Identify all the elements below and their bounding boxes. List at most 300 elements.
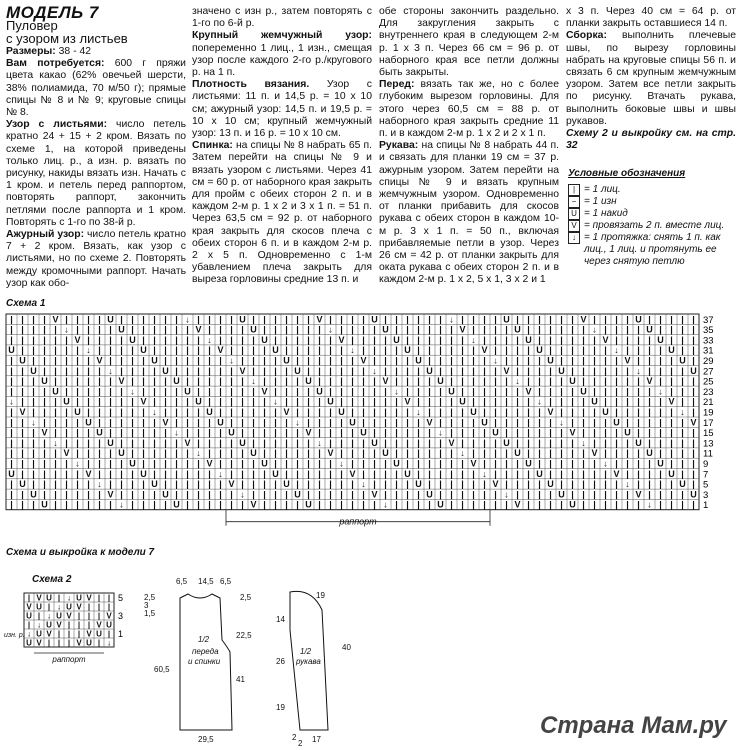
stitch-symbol: U — [66, 602, 72, 612]
stitch-symbol: | — [483, 355, 486, 366]
stitch-symbol: | — [604, 365, 607, 376]
stitch-symbol: | — [175, 437, 178, 448]
stitch-symbol: | — [219, 365, 222, 376]
sleeve-dim-left-3: 19 — [276, 703, 285, 712]
stitch-symbol: U — [338, 407, 345, 417]
stitch-symbol: | — [109, 345, 112, 356]
stitch-symbol: | — [164, 499, 167, 510]
paragraph-heading: Крупный жемчужный узор: — [192, 30, 372, 42]
stitch-symbol: | — [516, 468, 519, 479]
stitch-symbol: | — [461, 376, 464, 387]
stitch-symbol: V — [525, 386, 532, 397]
stitch-symbol: | — [219, 324, 222, 335]
stitch-symbol: U — [26, 611, 32, 621]
stitch-symbol: | — [153, 437, 156, 448]
stitch-symbol: | — [560, 448, 563, 459]
stitch-symbol: | — [659, 396, 662, 407]
stitch-symbol: | — [494, 345, 497, 356]
stitch-symbol: | — [516, 437, 519, 448]
stitch-symbol: | — [219, 355, 222, 366]
stitch-symbol: | — [230, 396, 233, 407]
stitch-symbol: | — [67, 620, 71, 630]
stitch-symbol: | — [65, 386, 68, 397]
stitch-symbol: ↓ — [559, 417, 564, 428]
stitch-symbol: V — [36, 593, 42, 603]
stitch-symbol: | — [593, 489, 596, 500]
stitch-symbol: | — [472, 396, 475, 407]
stitch-symbol: | — [450, 448, 453, 459]
stitch-symbol: | — [516, 417, 519, 428]
stitch-symbol: | — [109, 386, 112, 397]
stitch-symbol: ↓ — [581, 437, 586, 448]
stitch-symbol: | — [285, 334, 288, 345]
stitch-symbol: | — [362, 334, 365, 345]
stitch-symbol: | — [571, 334, 574, 345]
stitch-symbol: U — [547, 355, 554, 366]
stitch-symbol: | — [439, 365, 442, 376]
stitch-symbol: | — [384, 417, 387, 428]
stitch-symbol: | — [505, 458, 508, 469]
stitch-symbol: | — [494, 417, 497, 428]
stitch-symbol: | — [373, 407, 376, 417]
paragraph-text: число петель кратно 24 + 15 + 2 кром. Вязать по схеме 1, на которой приведены только лиц. р., а изн. р. вязать по рисунку, накиды вязать изн. Начать с 1 кром. и петель перед раппортом, повторять раппорт, закончить петлями после раппорта и 1 кром. Повторять с 1-го по 38-й р. — [6, 119, 186, 228]
stitch-symbol: | — [461, 355, 464, 366]
stitch-symbol: | — [670, 417, 673, 428]
stitch-symbol: | — [351, 396, 354, 407]
stitch-symbol: V — [360, 355, 367, 366]
stitch-symbol: | — [659, 314, 662, 325]
stitch-symbol: ↓ — [317, 437, 322, 448]
stitch-symbol: | — [120, 355, 123, 366]
stitch-symbol: | — [582, 499, 585, 510]
paragraph-text: х 3 п. Через 40 см = 64 р. от планки закрыть оставшиеся 14 п. — [566, 6, 736, 30]
stitch-symbol: | — [263, 468, 266, 479]
stitch-symbol: | — [252, 479, 255, 490]
stitch-symbol: | — [538, 334, 541, 345]
stitch-symbol: | — [318, 479, 321, 490]
stitch-symbol: | — [43, 334, 46, 345]
stitch-symbol: | — [670, 458, 673, 469]
sleeve-label-1: 1/2 — [300, 647, 312, 656]
paragraph-text: 600 г пряжи цвета какао (62% овечьей шерсти, 38% полиамида, 70 м/50 г); прямые спицы № 8 и № 9; круговые спицы № 8. — [6, 58, 186, 119]
stitch-symbol: V — [459, 324, 466, 335]
stitch-symbol: | — [428, 468, 431, 479]
stitch-symbol: | — [329, 376, 332, 387]
stitch-symbol: | — [593, 355, 596, 366]
stitch-symbol: ↓ — [185, 314, 190, 325]
stitch-symbol: U — [184, 386, 191, 397]
stitch-symbol: V — [503, 365, 510, 376]
stitch-symbol: | — [329, 345, 332, 356]
stitch-symbol: U — [272, 468, 279, 479]
stitch-symbol: | — [76, 479, 79, 490]
stitch-symbol: | — [461, 345, 464, 356]
stitch-symbol: | — [461, 365, 464, 376]
stitch-symbol: | — [450, 355, 453, 366]
stitch-symbol: | — [428, 396, 431, 407]
stitch-symbol: | — [417, 417, 420, 428]
stitch-symbol: | — [285, 458, 288, 469]
stitch-symbol: ↓ — [515, 376, 520, 387]
stitch-symbol: | — [505, 479, 508, 490]
stitch-symbol: | — [472, 314, 475, 325]
stitch-symbol: ↓ — [460, 448, 465, 459]
stitch-symbol: | — [54, 365, 57, 376]
stitch-symbol: | — [252, 386, 255, 397]
stitch-symbol: ↓ — [130, 386, 135, 397]
c3-paragraph — [379, 140, 559, 286]
stitch-symbol: V — [217, 345, 224, 356]
stitch-symbol: | — [65, 437, 68, 448]
stitch-symbol: V — [668, 396, 675, 407]
stitch-symbol: | — [98, 499, 101, 510]
stitch-symbol: U — [250, 448, 257, 459]
legend-item — [568, 220, 739, 232]
stitch-symbol: U — [514, 324, 521, 335]
stitch-symbol: | — [219, 314, 222, 325]
stitch-symbol: | — [373, 345, 376, 356]
stitch-symbol: | — [527, 314, 530, 325]
stitch-symbol: U — [106, 620, 112, 630]
stitch-symbol: | — [329, 489, 332, 500]
stitch-symbol: ↓ — [625, 479, 630, 490]
stitch-symbol: | — [175, 345, 178, 356]
stitch-symbol: | — [637, 407, 640, 417]
stitch-symbol: | — [560, 376, 563, 387]
stitch-symbol: | — [32, 345, 35, 356]
stitch-symbol: U — [558, 365, 565, 376]
stitch-symbol: | — [131, 324, 134, 335]
stitch-symbol: | — [494, 489, 497, 500]
legend-symbol-icon: − — [568, 196, 580, 208]
stitch-symbol: ↓ — [218, 468, 223, 479]
stitch-symbol: | — [571, 386, 574, 397]
stitch-symbol: | — [175, 314, 178, 325]
dim-left-1: 2,5 — [144, 593, 156, 602]
stitch-symbol: U — [19, 479, 26, 490]
stitch-symbol: | — [65, 365, 68, 376]
stitch-symbol: U — [481, 417, 488, 428]
stitch-symbol: | — [153, 499, 156, 510]
stitch-symbol: | — [417, 499, 420, 510]
stitch-symbol: | — [274, 324, 277, 335]
stitch-symbol: V — [26, 602, 32, 612]
stitch-symbol: U — [657, 334, 664, 345]
stitch-symbol: | — [175, 355, 178, 366]
stitch-symbol: | — [274, 334, 277, 345]
stitch-symbol: U — [635, 314, 642, 325]
stitch-symbol: | — [626, 386, 629, 397]
stitch-symbol: | — [87, 602, 91, 612]
stitch-symbol: U — [558, 489, 565, 500]
stitch-symbol: U — [679, 355, 686, 366]
stitch-symbol: | — [505, 396, 508, 407]
stitch-symbol: | — [461, 407, 464, 417]
stitch-symbol: | — [241, 334, 244, 345]
stitch-symbol: | — [670, 324, 673, 335]
stitch-symbol: ↓ — [207, 334, 212, 345]
stitch-symbol: | — [263, 499, 266, 510]
stitch-symbol: | — [32, 376, 35, 387]
stitch-symbol: | — [107, 629, 111, 639]
stitch-symbol: | — [681, 489, 684, 500]
paragraph-text: на спицы № 8 набрать 44 п. и связать для планки 19 см = 37 р. ажурным узором. Затем перейти на спицы № 9 и вязать крупным жемчужным узором. Одновременно от планки прибавить для скосов рукава с обеих сторон в каждом 10-м р. 3 х 1 п. = 50 п., включая прибавляемые петли в узор. Через 26 см = 42 р. от планки закрыть для оката рукава с обеих сторон 2 п. и в каждом 2-м р. 1 х 2, 5 х 1, 3 х 2 и 1 — [379, 140, 559, 286]
stitch-symbol: U — [569, 499, 576, 510]
stitch-symbol: | — [560, 458, 563, 469]
stitch-symbol: | — [549, 448, 552, 459]
stitch-symbol: | — [472, 386, 475, 397]
stitch-symbol: V — [118, 376, 125, 387]
stitch-symbol: | — [637, 345, 640, 356]
stitch-symbol: | — [296, 314, 299, 325]
paragraph-text: обе стороны закончить раздельно. Для закругления закрыть с внутреннего края в следующем 2-м р. 1 х 3 п. Через 66 см = 96 р. от наборного края все петли должны быть закрыты. — [379, 6, 559, 79]
stitch-symbol: U — [305, 376, 312, 387]
stitch-symbol: U — [569, 376, 576, 387]
stitch-symbol: | — [593, 479, 596, 490]
stitch-symbol: | — [67, 629, 71, 639]
stitch-symbol: | — [43, 448, 46, 459]
stitch-symbol: U — [118, 324, 125, 335]
stitch-symbol: U — [206, 407, 213, 417]
stitch-symbol: | — [670, 499, 673, 510]
stitch-symbol: | — [285, 345, 288, 356]
stitch-symbol: U — [657, 458, 664, 469]
stitch-symbol: | — [494, 314, 497, 325]
stitch-symbol: | — [637, 417, 640, 428]
stitch-symbol: | — [494, 407, 497, 417]
stitch-symbol: | — [505, 386, 508, 397]
stitch-symbol: V — [106, 611, 112, 621]
stitch-symbol: | — [208, 365, 211, 376]
stitch-symbol: | — [87, 396, 90, 407]
stitch-symbol: | — [637, 458, 640, 469]
stitch-symbol: V — [184, 437, 191, 448]
stitch-symbol: | — [274, 458, 277, 469]
stitch-symbol: U — [107, 314, 114, 325]
stitch-symbol: | — [527, 355, 530, 366]
stitch-symbol: | — [274, 376, 277, 387]
stitch-symbol: | — [494, 324, 497, 335]
stitch-symbol: | — [197, 407, 200, 417]
stitch-symbol: | — [142, 427, 145, 438]
stitch-symbol: | — [65, 468, 68, 479]
stitch-symbol: | — [439, 355, 442, 366]
stitch-symbol: | — [175, 489, 178, 500]
stitch-symbol: | — [340, 479, 343, 490]
stitch-symbol: V — [63, 448, 70, 459]
stitch-symbol: | — [329, 479, 332, 490]
stitch-symbol: | — [77, 629, 81, 639]
row-number: 33 — [703, 335, 714, 347]
stitch-symbol: | — [153, 334, 156, 345]
stitch-symbol: U — [8, 345, 15, 356]
stitch-symbol: | — [384, 386, 387, 397]
stitch-symbol: | — [637, 499, 640, 510]
stitch-symbol: | — [47, 638, 51, 648]
stitch-symbol: | — [538, 479, 541, 490]
paragraph-text: на спицы № 8 набрать 65 п. Затем перейти на спицы № 9 и вязать узором с листьями. Через 41 см = 60 р. от наборного края закрыть для пройм с обеих сторон 2 п. и в каждом 2-м р. 1 х 2 и 3 х 1 п. = 51 п. Через 63,5 см = 92 р. от наборного края закрыть для скосов плеча с обеих сторон 6 п. и в каждом 2-м р. 2 х 5 п. Одновременно с 1-м убавлением плеча закрыть для выреза горловины средние 13 п. и — [192, 140, 372, 286]
stitch-symbol: | — [65, 417, 68, 428]
stitch-symbol: | — [65, 458, 68, 469]
stitch-symbol: | — [10, 324, 13, 335]
stitch-symbol: | — [252, 468, 255, 479]
stitch-symbol: | — [549, 314, 552, 325]
stitch-symbol: | — [98, 386, 101, 397]
stitch-symbol: | — [164, 345, 167, 356]
stitch-symbol: | — [483, 386, 486, 397]
stitch-symbol: | — [318, 407, 321, 417]
stitch-symbol: ↓ — [372, 365, 377, 376]
stitch-symbol: ↓ — [449, 314, 454, 325]
stitch-symbol: U — [74, 407, 81, 417]
stitch-symbol: | — [296, 499, 299, 510]
stitch-symbol: | — [197, 437, 200, 448]
stitch-symbol: | — [186, 427, 189, 438]
stitch-symbol: U — [470, 407, 477, 417]
stitch-symbol: | — [505, 345, 508, 356]
stitch-symbol: | — [197, 468, 200, 479]
row-number: 9 — [703, 459, 709, 470]
stitch-symbol: | — [21, 386, 24, 397]
stitch-symbol: | — [681, 427, 684, 438]
stitch-symbol: | — [692, 499, 695, 510]
stitch-symbol: | — [538, 417, 541, 428]
stitch-symbol: | — [428, 376, 431, 387]
stitch-symbol: | — [230, 376, 233, 387]
stitch-symbol: | — [274, 355, 277, 366]
stitch-symbol: | — [307, 479, 310, 490]
stitch-symbol: | — [560, 314, 563, 325]
stitch-symbol: | — [197, 489, 200, 500]
stitch-symbol: U — [129, 458, 136, 469]
sleeve-dim-bottom-1: 2 — [292, 733, 297, 742]
stitch-symbol: | — [461, 427, 464, 438]
stitch-symbol: V — [404, 396, 411, 407]
stitch-symbol: | — [76, 427, 79, 438]
stitch-symbol: | — [351, 386, 354, 397]
stitch-symbol: | — [428, 448, 431, 459]
stitch-symbol: | — [109, 499, 112, 510]
stitch-symbol: | — [241, 324, 244, 335]
stitch-symbol: | — [87, 620, 91, 630]
stitch-symbol: V — [646, 376, 653, 387]
stitch-symbol: | — [230, 448, 233, 459]
stitch-symbol: | — [329, 468, 332, 479]
stitch-symbol: | — [131, 479, 134, 490]
stitch-symbol: | — [142, 407, 145, 417]
paragraph-text: 38 - 42 — [55, 46, 92, 57]
stitch-symbol: U — [107, 437, 114, 448]
stitch-symbol: | — [296, 376, 299, 387]
stitch-symbol: | — [384, 365, 387, 376]
stitch-symbol: | — [32, 468, 35, 479]
stitch-symbol: | — [10, 417, 13, 428]
stitch-symbol: U — [162, 365, 169, 376]
stitch-symbol: ↓ — [647, 499, 652, 510]
row-number: 11 — [703, 448, 713, 460]
stitch-symbol: | — [406, 314, 409, 325]
stitch-symbol: | — [604, 345, 607, 356]
stitch-symbol: | — [43, 489, 46, 500]
stitch-symbol: ↓ — [614, 345, 619, 356]
stitch-symbol: | — [54, 324, 57, 335]
stitch-symbol: V — [206, 458, 213, 469]
stitch-symbol: | — [582, 468, 585, 479]
stitch-symbol: U — [305, 499, 312, 510]
stitch-symbol: | — [626, 437, 629, 448]
stitch-symbol: | — [98, 417, 101, 428]
stitch-symbol: | — [362, 458, 365, 469]
row-number: 35 — [703, 325, 714, 337]
stitch-symbol: | — [406, 417, 409, 428]
stitch-symbol: | — [142, 365, 145, 376]
stitch-symbol: | — [10, 376, 13, 387]
stitch-symbol: | — [582, 376, 585, 387]
dim-right-1: 2,5 — [240, 593, 252, 602]
stitch-symbol: | — [417, 396, 420, 407]
stitch-symbol: V — [305, 427, 312, 438]
stitch-symbol: U — [118, 448, 125, 459]
stitch-symbol: | — [461, 479, 464, 490]
stitch-symbol: U — [316, 386, 323, 397]
stitch-symbol: | — [373, 479, 376, 490]
stitch-symbol: | — [252, 407, 255, 417]
stitch-symbol: | — [120, 314, 123, 325]
stitch-symbol: | — [285, 376, 288, 387]
stitch-symbol: | — [175, 334, 178, 345]
scheme2-label: Схема 2 — [32, 574, 72, 585]
stitch-symbol: | — [340, 324, 343, 335]
stitch-symbol: | — [373, 417, 376, 428]
stitch-symbol: | — [197, 314, 200, 325]
stitch-symbol: | — [483, 376, 486, 387]
stitch-symbol: | — [175, 448, 178, 459]
stitch-symbol: | — [219, 334, 222, 345]
stitch-symbol: | — [164, 427, 167, 438]
stitch-symbol: | — [131, 376, 134, 387]
c1-paragraph — [6, 58, 186, 119]
stitch-symbol: | — [670, 355, 673, 366]
row-number: 5 — [118, 593, 124, 603]
stitch-symbol: | — [76, 345, 79, 356]
row-number: 13 — [703, 438, 714, 450]
row-number: 1 — [703, 500, 709, 512]
stitch-symbol: | — [659, 345, 662, 356]
stitch-symbol: U — [129, 334, 136, 345]
stitch-symbol: ↓ — [196, 448, 201, 459]
stitch-symbol: | — [153, 417, 156, 428]
stitch-symbol: | — [98, 345, 101, 356]
stitch-symbol: | — [131, 417, 134, 428]
stitch-symbol: | — [318, 468, 321, 479]
stitch-symbol: | — [384, 458, 387, 469]
stitch-symbol: U — [151, 479, 158, 490]
stitch-symbol: U — [492, 427, 499, 438]
stitch-symbol: | — [637, 334, 640, 345]
stitch-symbol: V — [283, 407, 290, 417]
stitch-symbol: | — [10, 448, 13, 459]
stitch-symbol: | — [450, 365, 453, 376]
stitch-symbol: | — [362, 448, 365, 459]
stitch-symbol: | — [615, 437, 618, 448]
stitch-symbol: | — [43, 458, 46, 469]
stitch-symbol: ↓ — [229, 355, 234, 366]
stitch-symbol: | — [384, 468, 387, 479]
stitch-symbol: | — [439, 407, 442, 417]
stitch-symbol: V — [74, 334, 81, 345]
stitch-symbol: | — [450, 468, 453, 479]
stitch-symbol: | — [285, 417, 288, 428]
